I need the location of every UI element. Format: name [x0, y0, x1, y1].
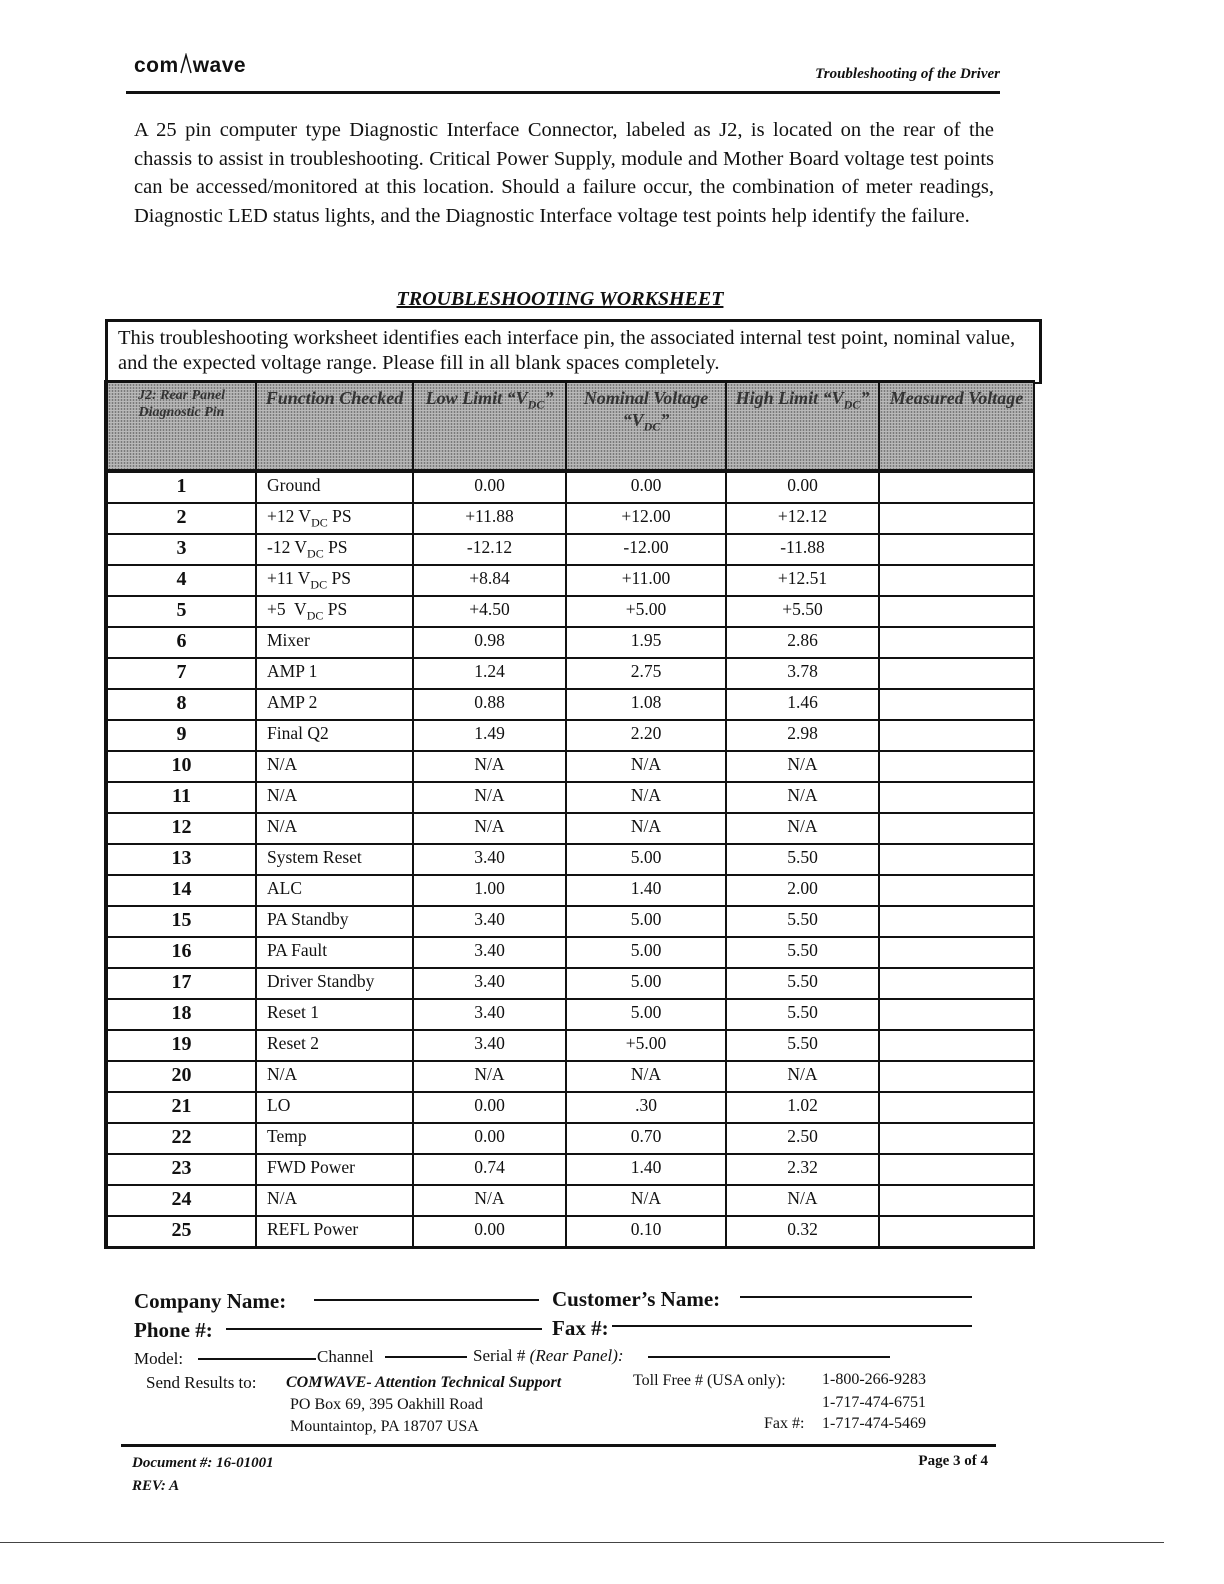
function-checked: [256, 1154, 413, 1185]
model-input[interactable]: [198, 1358, 316, 1360]
col-header-function: Function Checked: [256, 382, 413, 472]
nominal-voltage: 5.00: [566, 968, 726, 999]
worksheet-instructions: This troubleshooting worksheet identifies each interface pin, the associated internal test point, nominal value, and the expected voltage range. Please fill in all blank spaces completely.: [105, 319, 1042, 384]
nominal-voltage: N/A: [566, 1061, 726, 1092]
send-results-label: Send Results to:: [146, 1373, 257, 1392]
pin-number: 5: [106, 596, 256, 627]
function-checked: [256, 596, 413, 627]
table-row: [106, 1030, 1034, 1061]
table-row: [106, 906, 1034, 937]
high-limit: 0.00: [726, 471, 879, 503]
function-checked: [256, 1123, 413, 1154]
channel-input[interactable]: [385, 1356, 467, 1358]
table-row: [106, 1123, 1034, 1154]
table-row: [106, 1092, 1034, 1123]
function-text: Temp: [267, 1126, 307, 1146]
table-row: [106, 596, 1034, 627]
table-row: [106, 968, 1034, 999]
pin-number: 13: [106, 844, 256, 875]
measured-voltage-input[interactable]: [879, 689, 1034, 720]
low-limit: 0.00: [413, 471, 566, 503]
low-limit: 0.00: [413, 1123, 566, 1154]
nominal-voltage: +5.00: [566, 1030, 726, 1061]
measured-voltage-input[interactable]: [879, 1123, 1034, 1154]
function-checked: [256, 689, 413, 720]
function-text: REFL Power: [267, 1219, 359, 1239]
nominal-voltage: N/A: [566, 751, 726, 782]
nominal-voltage: 1.40: [566, 875, 726, 906]
function-text: N/A: [267, 754, 298, 774]
table-row: [106, 565, 1034, 596]
function-suffix: PS: [327, 568, 351, 588]
nominal-voltage: 1.40: [566, 1154, 726, 1185]
col-header-low-sub: DC: [527, 397, 545, 412]
function-text: Reset 1: [267, 1002, 320, 1022]
pin-number: 25: [106, 1216, 256, 1248]
measured-voltage-input[interactable]: [879, 534, 1034, 565]
high-limit: 5.50: [726, 1030, 879, 1061]
pin-number: 7: [106, 658, 256, 689]
measured-voltage-input[interactable]: [879, 503, 1034, 534]
high-limit: 2.98: [726, 720, 879, 751]
high-limit: -11.88: [726, 534, 879, 565]
function-text: Final Q2: [267, 723, 329, 743]
nominal-voltage: 5.00: [566, 937, 726, 968]
high-limit: 5.50: [726, 937, 879, 968]
pin-number: 10: [106, 751, 256, 782]
function-checked: [256, 1030, 413, 1061]
nominal-voltage: 5.00: [566, 999, 726, 1030]
fax-label: Fax #:: [552, 1316, 609, 1340]
function-text: System Reset: [267, 847, 362, 867]
function-checked: [256, 875, 413, 906]
function-checked: [256, 1061, 413, 1092]
model-label: Model:: [134, 1349, 184, 1368]
phone-label: Phone #:: [134, 1318, 213, 1342]
measured-voltage-input[interactable]: [879, 844, 1034, 875]
col-header-low: [413, 382, 566, 472]
table-row: [106, 720, 1034, 751]
function-text: N/A: [267, 1188, 298, 1208]
function-checked: [256, 844, 413, 875]
nominal-voltage: +11.00: [566, 565, 726, 596]
function-text: +11 V: [267, 568, 311, 588]
table-row: [106, 503, 1034, 534]
revision: REV: A: [132, 1478, 180, 1494]
low-limit: 3.40: [413, 906, 566, 937]
scan-edge-line: [0, 1542, 1164, 1543]
nominal-voltage: .30: [566, 1092, 726, 1123]
nominal-voltage: -12.00: [566, 534, 726, 565]
high-limit: 1.46: [726, 689, 879, 720]
function-text: AMP 1: [267, 661, 318, 681]
col-header-nominal-text: Nominal Voltage “V: [583, 388, 709, 430]
high-limit: 2.50: [726, 1123, 879, 1154]
measured-voltage-input[interactable]: [879, 937, 1034, 968]
header-title: Troubleshooting of the Driver: [815, 66, 1000, 82]
low-limit: +11.88: [413, 503, 566, 534]
low-limit: N/A: [413, 1061, 566, 1092]
measured-voltage-input[interactable]: [879, 1154, 1034, 1185]
col-header-pin: J2: Rear Panel Diagnostic Pin: [106, 382, 256, 472]
toll-free-number: 1-800-266-9283: [822, 1371, 926, 1388]
customer-name-input[interactable]: [740, 1296, 972, 1298]
pin-number: 11: [106, 782, 256, 813]
function-checked: [256, 751, 413, 782]
measured-voltage-input[interactable]: [879, 471, 1034, 503]
pin-number: 14: [106, 875, 256, 906]
channel-label: Channel: [317, 1347, 374, 1366]
low-limit: 0.00: [413, 1216, 566, 1248]
function-text: Driver Standby: [267, 971, 375, 991]
col-header-nominal: [566, 382, 726, 472]
nominal-voltage: 5.00: [566, 844, 726, 875]
function-checked: [256, 1216, 413, 1248]
address-line-1: PO Box 69, 395 Oakhill Road: [290, 1396, 483, 1413]
function-text: N/A: [267, 1064, 298, 1084]
measured-voltage-input[interactable]: [879, 999, 1034, 1030]
phone-number: 1-717-474-6751: [822, 1394, 926, 1411]
function-subscript: DC: [306, 608, 324, 623]
function-checked: [256, 813, 413, 844]
table-row: [106, 813, 1034, 844]
high-limit: 5.50: [726, 968, 879, 999]
intro-paragraph: A 25 pin computer type Diagnostic Interface Connector, labeled as J2, is located on the rear of the chassis to assist in troubleshooting. Critical Power Supply, module and Mother Board voltage test points can be accessed/monitored at this location. Should a failure occur, the combination of meter readings, Diagnostic LED status lights, and the Diagnostic Interface voltage test points help identify the failure.: [134, 119, 994, 227]
high-limit: N/A: [726, 813, 879, 844]
pin-number: 23: [106, 1154, 256, 1185]
low-limit: 3.40: [413, 968, 566, 999]
function-text: AMP 2: [267, 692, 318, 712]
function-subscript: DC: [307, 546, 324, 561]
function-text: LO: [267, 1095, 291, 1115]
pin-number: 15: [106, 906, 256, 937]
low-limit: +4.50: [413, 596, 566, 627]
measured-voltage-input[interactable]: [879, 565, 1034, 596]
function-text: N/A: [267, 785, 298, 805]
table-row: [106, 1061, 1034, 1092]
function-suffix: PS: [323, 599, 348, 619]
high-limit: 3.78: [726, 658, 879, 689]
measured-voltage-input[interactable]: [879, 720, 1034, 751]
measured-voltage-input[interactable]: [879, 1092, 1034, 1123]
function-checked: [256, 534, 413, 565]
high-limit: N/A: [726, 1185, 879, 1216]
pin-number: 24: [106, 1185, 256, 1216]
pin-number: 8: [106, 689, 256, 720]
nominal-voltage: 0.10: [566, 1216, 726, 1248]
function-checked: [256, 503, 413, 534]
function-text: PA Standby: [267, 909, 349, 929]
function-checked: [256, 627, 413, 658]
logo-text-left: com: [134, 54, 179, 77]
pin-number: 3: [106, 534, 256, 565]
function-text: PA Fault: [267, 940, 328, 960]
measured-voltage-input[interactable]: [879, 627, 1034, 658]
low-limit: N/A: [413, 751, 566, 782]
low-limit: 1.49: [413, 720, 566, 751]
col-header-low-text: Low Limit “V: [425, 388, 528, 408]
function-subscript: DC: [310, 577, 328, 592]
document-number: Document #: 16-01001: [132, 1455, 274, 1471]
nominal-voltage: 1.08: [566, 689, 726, 720]
low-limit: N/A: [413, 1185, 566, 1216]
pin-number: 9: [106, 720, 256, 751]
measured-voltage-input[interactable]: [879, 875, 1034, 906]
pin-number: 22: [106, 1123, 256, 1154]
low-limit: 0.00: [413, 1092, 566, 1123]
table-row: [106, 844, 1034, 875]
col-header-high-close: ”: [860, 388, 870, 408]
table-row: [106, 1216, 1034, 1248]
pin-number: 17: [106, 968, 256, 999]
comwave-logo: [134, 54, 246, 78]
pin-number: 19: [106, 1030, 256, 1061]
low-limit: 3.40: [413, 844, 566, 875]
measured-voltage-input[interactable]: [879, 906, 1034, 937]
high-limit: 2.86: [726, 627, 879, 658]
measured-voltage-input[interactable]: [879, 1030, 1034, 1061]
measured-voltage-input[interactable]: [879, 968, 1034, 999]
function-text: Ground: [267, 475, 321, 495]
measured-voltage-input[interactable]: [879, 782, 1034, 813]
measured-voltage-input[interactable]: [879, 658, 1034, 689]
function-checked: [256, 782, 413, 813]
toll-free-label: Toll Free # (USA only):: [633, 1372, 786, 1389]
table-row: [106, 751, 1034, 782]
table-row: [106, 471, 1034, 503]
low-limit: 0.88: [413, 689, 566, 720]
nominal-voltage: +5.00: [566, 596, 726, 627]
col-header-measured: Measured Voltage: [879, 382, 1034, 472]
function-text: Reset 2: [267, 1033, 320, 1053]
col-header-nominal-sub: DC: [643, 419, 661, 434]
function-checked: [256, 720, 413, 751]
table-row: [106, 875, 1034, 906]
function-checked: [256, 906, 413, 937]
function-checked: [256, 471, 413, 503]
pin-number: 18: [106, 999, 256, 1030]
function-text: -12 V: [267, 537, 308, 557]
fax-input[interactable]: [612, 1325, 972, 1327]
measured-voltage-input[interactable]: [879, 751, 1034, 782]
high-limit: 1.02: [726, 1092, 879, 1123]
low-limit: -12.12: [413, 534, 566, 565]
high-limit: N/A: [726, 1061, 879, 1092]
table-row: [106, 937, 1034, 968]
measured-voltage-input[interactable]: [879, 1061, 1034, 1092]
high-limit: +5.50: [726, 596, 879, 627]
pin-number: 2: [106, 503, 256, 534]
pin-number: 21: [106, 1092, 256, 1123]
high-limit: 5.50: [726, 844, 879, 875]
pin-number: 6: [106, 627, 256, 658]
logo-text-right: wave: [192, 54, 247, 77]
pin-number: 4: [106, 565, 256, 596]
fax-number: 1-717-474-5469: [822, 1415, 926, 1432]
logo-wave-icon: [180, 53, 192, 75]
nominal-voltage: N/A: [566, 1185, 726, 1216]
low-limit: 3.40: [413, 937, 566, 968]
measured-voltage-input[interactable]: [879, 1185, 1034, 1216]
measured-voltage-input[interactable]: [879, 1216, 1034, 1248]
low-limit: 1.00: [413, 875, 566, 906]
serial-label: [473, 1346, 624, 1366]
table-row: [106, 658, 1034, 689]
troubleshooting-table: [104, 380, 1035, 1249]
high-limit: 0.32: [726, 1216, 879, 1248]
serial-label-note: (Rear Panel):: [529, 1346, 624, 1365]
function-text: N/A: [267, 816, 298, 836]
nominal-voltage: 2.20: [566, 720, 726, 751]
function-text: +12 V: [267, 506, 312, 526]
high-limit: 2.00: [726, 875, 879, 906]
send-results-recipient: COMWAVE- Attention Technical Support: [286, 1374, 562, 1391]
nominal-voltage: 2.75: [566, 658, 726, 689]
high-limit: 2.32: [726, 1154, 879, 1185]
function-checked: [256, 565, 413, 596]
page-number: Page 3 of 4: [918, 1453, 988, 1469]
measured-voltage-input[interactable]: [879, 813, 1034, 844]
nominal-voltage: 0.00: [566, 471, 726, 503]
header-divider: [126, 91, 1000, 94]
low-limit: 0.74: [413, 1154, 566, 1185]
pin-number: 12: [106, 813, 256, 844]
high-limit: N/A: [726, 782, 879, 813]
nominal-voltage: 0.70: [566, 1123, 726, 1154]
function-suffix: PS: [327, 506, 352, 526]
low-limit: N/A: [413, 782, 566, 813]
function-checked: [256, 658, 413, 689]
table-body: [106, 471, 1034, 1248]
col-header-nominal-close: ”: [660, 410, 670, 430]
function-checked: [256, 968, 413, 999]
table-row: [106, 782, 1034, 813]
high-limit: N/A: [726, 751, 879, 782]
col-header-high-text: High Limit “V: [735, 388, 844, 408]
fax-number-label: Fax #:: [764, 1415, 805, 1432]
col-header-high-sub: DC: [843, 397, 861, 412]
pin-number: 16: [106, 937, 256, 968]
function-text: ALC: [267, 878, 302, 898]
phone-input[interactable]: [226, 1328, 542, 1330]
col-header-high: [726, 382, 879, 472]
function-checked: [256, 1185, 413, 1216]
function-checked: [256, 999, 413, 1030]
measured-voltage-input[interactable]: [879, 596, 1034, 627]
worksheet-title: TROUBLESHOOTING WORKSHEET: [396, 288, 724, 310]
function-text: +5 V: [267, 599, 307, 619]
table-row: [106, 1185, 1034, 1216]
col-header-low-close: ”: [544, 388, 554, 408]
table-row: [106, 627, 1034, 658]
low-limit: N/A: [413, 813, 566, 844]
high-limit: +12.51: [726, 565, 879, 596]
low-limit: 0.98: [413, 627, 566, 658]
function-text: FWD Power: [267, 1157, 355, 1177]
low-limit: 3.40: [413, 999, 566, 1030]
function-checked: [256, 1092, 413, 1123]
function-text: Mixer: [267, 630, 310, 650]
nominal-voltage: 1.95: [566, 627, 726, 658]
function-suffix: PS: [323, 537, 348, 557]
company-name-input[interactable]: [314, 1299, 539, 1301]
table-row: [106, 534, 1034, 565]
nominal-voltage: +12.00: [566, 503, 726, 534]
high-limit: 5.50: [726, 999, 879, 1030]
serial-label-text: Serial #: [473, 1346, 530, 1365]
low-limit: 1.24: [413, 658, 566, 689]
high-limit: +12.12: [726, 503, 879, 534]
address-line-2: Mountaintop, PA 18707 USA: [290, 1418, 479, 1435]
table-header-row: [106, 382, 1034, 472]
company-name-label: Company Name:: [134, 1289, 287, 1313]
table-row: [106, 999, 1034, 1030]
pin-number: 20: [106, 1061, 256, 1092]
pin-number: 1: [106, 471, 256, 503]
table-row: [106, 1154, 1034, 1185]
low-limit: +8.84: [413, 565, 566, 596]
table-row: [106, 689, 1034, 720]
function-subscript: DC: [311, 515, 328, 530]
customer-name-label: Customer’s Name:: [552, 1287, 721, 1311]
serial-input[interactable]: [648, 1356, 890, 1358]
nominal-voltage: N/A: [566, 782, 726, 813]
high-limit: 5.50: [726, 906, 879, 937]
nominal-voltage: N/A: [566, 813, 726, 844]
footer-divider: [121, 1444, 996, 1447]
nominal-voltage: 5.00: [566, 906, 726, 937]
low-limit: 3.40: [413, 1030, 566, 1061]
function-checked: [256, 937, 413, 968]
